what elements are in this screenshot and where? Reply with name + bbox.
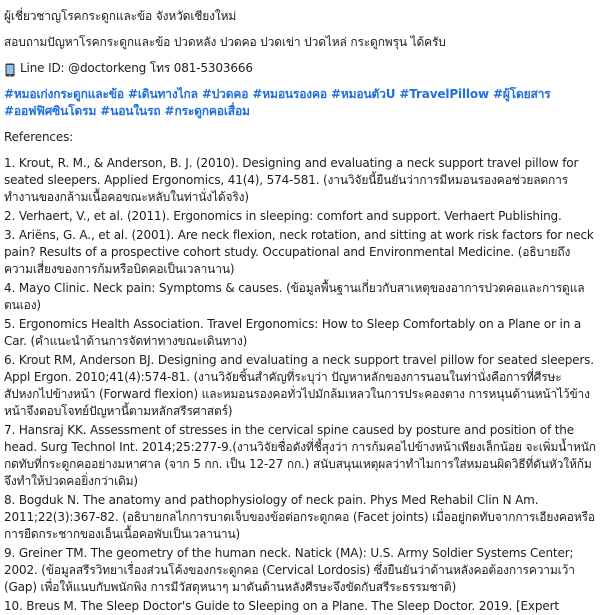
reference-item: 3. Ariëns, G. A., et al. (2001). Are neck flexion, neck rotation, and sitting at work risk factors for neck pain? Results of a prospective cohort study. Occupational and Environmental Medicine. (อธิบายถึงความเสี่ยงของการก้มหรือบิดคอเป็นเวลานาน): [4, 228, 594, 276]
hashtag-link[interactable]: #ผู้โดยสาร: [492, 87, 551, 101]
intro-specialty: ผู้เชี่ยวชาญโรคกระดูกและข้อ จังหวัดเชียงใหม่: [4, 9, 237, 23]
hashtag-link[interactable]: #ปวดคอ: [201, 87, 249, 101]
reference-item: 2. Verhaert, V., et al. (2011). Ergonomics in sleeping: comfort and support. Verhaert Publishing.: [4, 209, 562, 223]
hashtag-link[interactable]: #เดินทางไกล: [127, 87, 198, 101]
reference-item: 10. Breus M. The Sleep Doctor's Guide to Sleeping on a Plane. The Sleep Doctor. 2019. [Expert: [4, 599, 559, 613]
hashtag-list: [4, 86, 596, 120]
reference-item: 4. Mayo Clinic. Neck pain: Symptoms & causes. (ข้อมูลพื้นฐานเกี่ยวกับสาเหตุของอาการปวดคอและการดูแลตนเอง): [4, 281, 585, 312]
hashtag-link[interactable]: #หมอนรองคอ: [252, 87, 327, 101]
intro-services: สอบถามปัญหาโรคกระดูกและข้อ ปวดหลัง ปวดคอ ปวดเข่า ปวดไหล่ กระดูกพรุน ได้ครับ: [4, 35, 446, 49]
reference-item: 1. Krout, R. M., & Anderson, B. J. (2010). Designing and evaluating a neck support travel pillow for seated sleepers. Applied Ergonomics, 41(4), 574-581. (งานวิจัยนี้ยืนยันว่าการมีหมอนรองคอช่วยลดการทำงานของกล้ามเนื้อคอขณะหลับในท่านั่งได้จริง): [4, 156, 579, 204]
reference-item: 5. Ergonomics Health Association. Travel Ergonomics: How to Sleep Comfortably on a Plane or in a Car. (คำแนะนำด้านการจัดท่าทางขณะเดินทาง): [4, 317, 582, 348]
references-list: [4, 155, 596, 615]
contact-text: Line ID: @doctorkeng โทร 081-5303666: [20, 61, 253, 75]
reference-item: 7. Hansraj KK. Assessment of stresses in the cervical spine caused by posture and position of the head. Surg Technol Int. 2014;25:277-9.(งานวิจัยชื่อดังที่ชี้สุงว่า การก้มคอไปข้างหน้าเพียงเล็กน้อย จะเพิ่มน้ำหนักกดทับที่กระดูกคออย่างมหาศาล (จาก 5 กก. เป็น 12-27 กก.) สนับสนุนเหตุผลว่าทำไมการใส่หมอนผิดวิธีที่ดันหัวให้ก้ม จึงทำให้ปวดคอยิ่งกว่าเดิม): [4, 423, 596, 488]
hashtag-link[interactable]: #นอนในรถ: [100, 104, 161, 118]
hashtag-link[interactable]: #ออฟฟิศซินโดรม: [4, 104, 97, 118]
hashtag-link[interactable]: #TravelPillow: [399, 87, 489, 101]
hashtag-link[interactable]: #กระดูกคอเสื่อม: [164, 104, 250, 118]
mobile-phone-icon: [5, 63, 15, 77]
contact-line: [4, 60, 596, 77]
reference-item: 6. Krout RM, Anderson BJ. Designing and evaluating a neck support travel pillow for seated sleepers. Appl Ergon. 2010;41(4):574-81. (งานวิจัยชิ้นสำคัญที่ระบุว่า ปัญหาหลักของการนอนในท่านั่งคือการที่ศีรษะสัปหงกไปข้างหน้า (Forward flexion) และหมอนรองคอทั่วไปมักล้มเหลวในการประคองตาง การหนุนด้านหน้าไว้ข้างหน้าจึงตอบโจทย์ปัญหานี้ตามหลักสรีรศาสตร์): [4, 353, 594, 418]
reference-item: 9. Greiner TM. The geometry of the human neck. Natick (MA): U.S. Army Soldier Systems Center; 2002. (ข้อมูลสรีรวิทยาเรื่องส่วนโค้งของกระดูกคอ (Cervical Lordosis) ซึ่งยืนยันว่าด้านหลังคอต้องการความเว้า (Gap) เพื่อให้แนบกับพนักพิง การมีวัสดุหนาๆ มาดันด้านหลังศีรษะจึงขัดกับสรีระธรรมชาติ): [4, 546, 575, 594]
references-heading: References:: [4, 130, 74, 144]
hashtag-link[interactable]: #หมอนตัวU: [330, 87, 396, 101]
reference-item: 8. Bogduk N. The anatomy and pathophysiology of neck pain. Phys Med Rehabil Clin N Am. 2011;22(3):367-82. (อธิบายกลไกการบาดเจ็บของข้อต่อกระดูกคอ (Facet joints) เมื่ออยู่กดทับจากการเอียงคอหรือการยืดกระชากของเอ็นเนื้อคอพับเป็นเวลานาน): [4, 493, 595, 541]
hashtag-link[interactable]: #หมอเก่งกระดูกและข้อ: [4, 87, 124, 101]
